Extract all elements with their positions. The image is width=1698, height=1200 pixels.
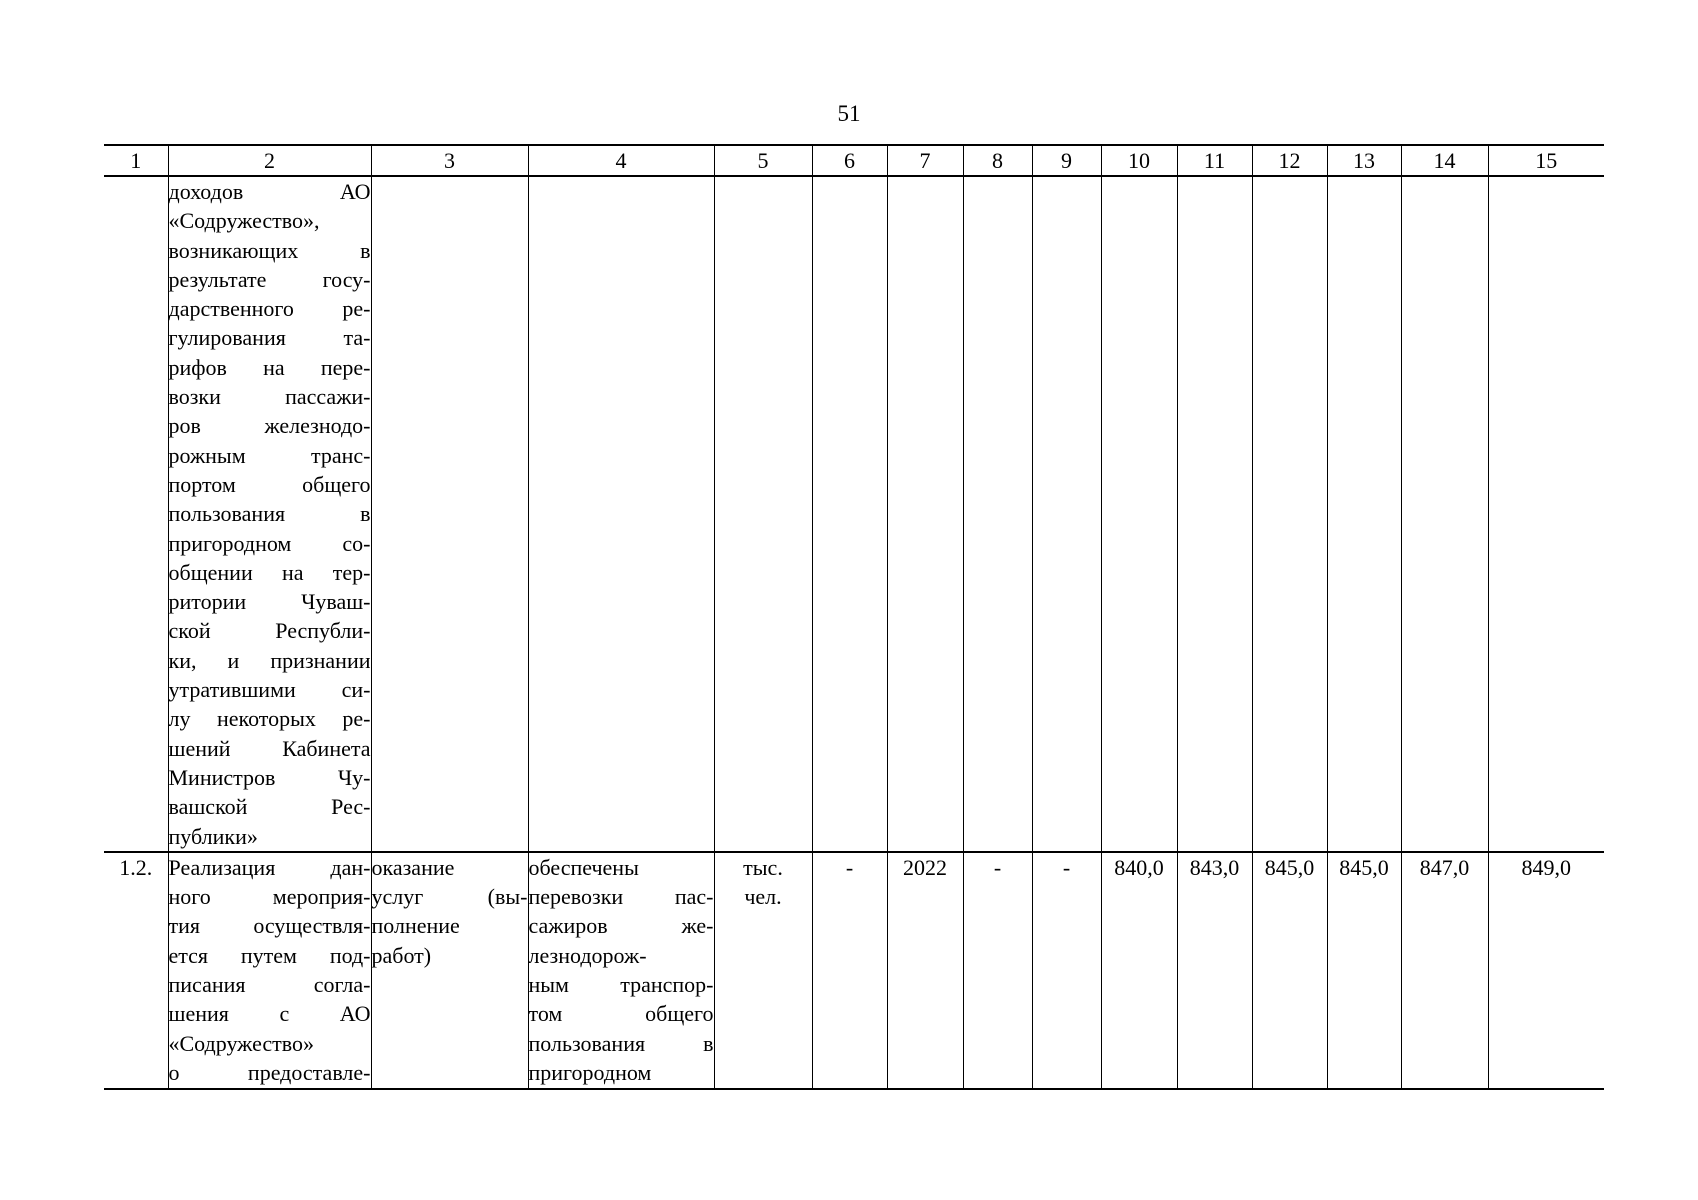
text-line: сажиров же- xyxy=(528,913,714,939)
table-cell xyxy=(1032,176,1101,852)
result-type-cell xyxy=(371,852,528,1089)
text-line: ется путем под- xyxy=(168,942,371,968)
text-line: утратившими си- xyxy=(168,677,371,703)
value-cell: 840,0 xyxy=(1101,852,1177,1089)
text-line: шений Кабинета xyxy=(168,735,371,761)
column-number: 11 xyxy=(1177,145,1252,176)
text-line: лезнодорож- xyxy=(528,942,647,968)
text-line: шения с АО xyxy=(168,1001,371,1027)
column-number: 6 xyxy=(812,145,887,176)
column-number: 15 xyxy=(1488,145,1604,176)
text-line: рифов на пере- xyxy=(168,354,371,380)
text-line: оказание xyxy=(371,854,455,880)
column-number: 5 xyxy=(714,145,812,176)
text-line: ного мероприя- xyxy=(168,884,371,910)
text-line: пригородном со- xyxy=(168,530,371,556)
table-cell xyxy=(371,176,528,852)
text-line: перевозки пас- xyxy=(528,884,714,910)
table-cell xyxy=(528,176,714,852)
text-line: рожным транс- xyxy=(168,442,371,468)
continued-description-cell xyxy=(168,176,371,852)
text-line: портом общего xyxy=(168,471,371,497)
text-line: тия осуществля- xyxy=(168,913,371,939)
unit-cell xyxy=(714,852,812,1089)
value-cell: - xyxy=(812,852,887,1089)
text-line: гулирования та- xyxy=(168,325,371,351)
result-description-cell xyxy=(528,852,714,1089)
value-cell: 845,0 xyxy=(1252,852,1327,1089)
page-number: 51 xyxy=(837,101,861,126)
text-line: о предоставле- xyxy=(168,1059,371,1085)
column-number: 9 xyxy=(1032,145,1101,176)
program-table xyxy=(104,144,1604,1090)
table-cell xyxy=(104,176,168,852)
text-line: полнение xyxy=(371,913,460,939)
table-cell xyxy=(1401,176,1488,852)
table-cell xyxy=(887,176,963,852)
table-cell xyxy=(812,176,887,852)
text-line: возникающих в xyxy=(168,237,371,263)
text-line: том общего xyxy=(528,1001,714,1027)
value-cell: - xyxy=(963,852,1032,1089)
value-cell: 849,0 xyxy=(1488,852,1604,1089)
text-line: пригородном xyxy=(528,1059,652,1085)
year-cell: 2022 xyxy=(887,852,963,1089)
table-cell xyxy=(1177,176,1252,852)
text-line: возки пассажи- xyxy=(168,384,371,410)
text-line: вашской Рес- xyxy=(168,794,371,820)
text-line: Реализация дан- xyxy=(168,854,371,880)
text-line: Министров Чу- xyxy=(168,764,371,790)
value-cell: 843,0 xyxy=(1177,852,1252,1089)
text-line: услуг (вы- xyxy=(371,884,528,910)
column-number: 2 xyxy=(168,145,371,176)
table-cell xyxy=(1101,176,1177,852)
column-number: 8 xyxy=(963,145,1032,176)
text-line: обеспечены xyxy=(528,854,639,880)
text-line: общении на тер- xyxy=(168,559,371,585)
text-line: писания согла- xyxy=(168,972,371,998)
table-cell xyxy=(1252,176,1327,852)
text-line: лу некоторых ре- xyxy=(168,706,371,732)
column-number: 12 xyxy=(1252,145,1327,176)
text-line: чел. xyxy=(744,884,782,910)
column-number: 7 xyxy=(887,145,963,176)
text-line: результате госу- xyxy=(168,266,371,292)
text-line: работ) xyxy=(371,942,432,968)
text-line: «Содружество» xyxy=(168,1030,314,1056)
text-line-last: публики» xyxy=(168,823,258,849)
text-line: ской Республи- xyxy=(168,618,371,644)
column-number: 13 xyxy=(1327,145,1401,176)
text-line: ритории Чуваш- xyxy=(168,589,371,615)
text-line: доходов АО xyxy=(168,179,371,204)
column-number: 14 xyxy=(1401,145,1488,176)
text-line: ров железнодо- xyxy=(168,413,371,439)
column-number-row xyxy=(104,145,1604,176)
table-cell xyxy=(963,176,1032,852)
table-row xyxy=(104,852,1604,1089)
text-line: дарственного ре- xyxy=(168,296,371,322)
item-number-cell: 1.2. xyxy=(104,852,168,1089)
text-line: тыс. xyxy=(743,854,783,880)
column-number: 10 xyxy=(1101,145,1177,176)
column-number: 4 xyxy=(528,145,714,176)
table-row xyxy=(104,176,1604,852)
value-cell: 845,0 xyxy=(1327,852,1401,1089)
text-line: ки, и признании xyxy=(168,647,371,673)
text-line: пользования в xyxy=(168,501,371,527)
text-line: пользования в xyxy=(528,1030,714,1056)
column-number: 1 xyxy=(104,145,168,176)
table-cell xyxy=(714,176,812,852)
value-cell: - xyxy=(1032,852,1101,1089)
text-line: ным транспор- xyxy=(528,972,714,998)
text-line: «Содружество», xyxy=(168,208,320,234)
table-cell xyxy=(1488,176,1604,852)
column-number: 3 xyxy=(371,145,528,176)
value-cell: 847,0 xyxy=(1401,852,1488,1089)
table-cell xyxy=(1327,176,1401,852)
description-cell xyxy=(168,852,371,1089)
